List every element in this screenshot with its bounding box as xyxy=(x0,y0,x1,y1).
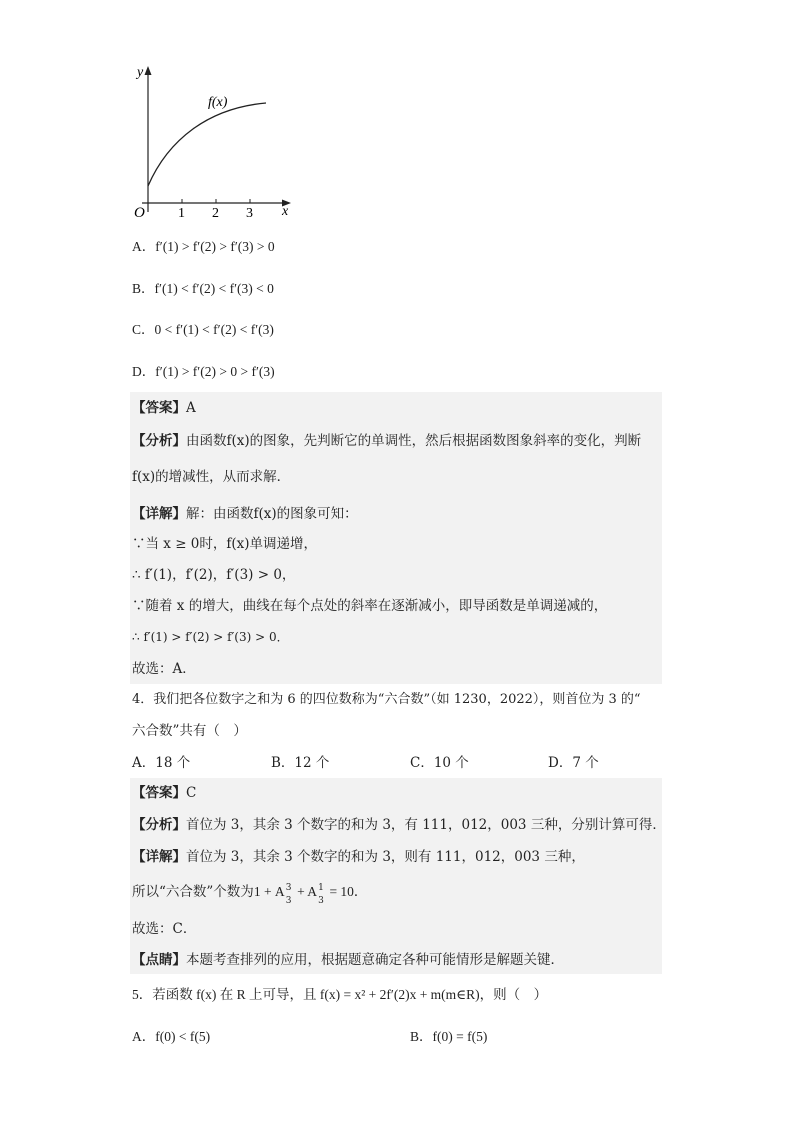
q3-detail-line: ∴ f′(1) > f′(2) > f′(3) > 0． xyxy=(132,630,289,644)
q3-analysis-line2: f(x)的增减性，从而求解． xyxy=(132,469,291,485)
q3-option-a: A．f′(1) > f′(2) > f′(3) > 0 xyxy=(132,239,275,254)
detail-intro: 解：由函数f(x)的图象可知： xyxy=(186,506,358,522)
x-tick-label: 2 xyxy=(212,206,219,221)
formula-sup: 1 xyxy=(318,883,324,893)
q5-option-b: B．f(0) = f(5) xyxy=(410,1029,488,1044)
q3-detail-line: ∴ f′(1)，f′(2)，f′(3) > 0， xyxy=(132,567,296,583)
q5-option-a: A．f(0) < f(5) xyxy=(132,1029,211,1044)
formula-sub: 3 xyxy=(318,896,324,906)
answer-tag: 【答案】 xyxy=(132,785,186,801)
q4-choice: 故选：C． xyxy=(132,921,197,937)
detail-line2-prefix: 所以“六合数”个数为 xyxy=(132,884,254,900)
answer-value: A xyxy=(186,400,196,416)
formula-sup: 3 xyxy=(285,883,292,893)
analysis-tag: 【分析】 xyxy=(132,817,186,833)
y-axis-arrow xyxy=(145,66,152,75)
q3-option-c: C．0 < f′(1) < f′(2) < f′(3) xyxy=(132,322,274,337)
q4-option-a: A．18 个 xyxy=(132,755,191,771)
q4-remark xyxy=(132,950,564,970)
analysis-text: 由函数f(x)的图象，先判断它的单调性，然后根据函数图象斜率的变化，判断 xyxy=(186,433,642,449)
q4-detail xyxy=(132,847,585,867)
q3-analysis xyxy=(132,431,641,451)
x-tick-label: 3 xyxy=(246,206,253,221)
q4-solution-block xyxy=(130,778,662,974)
remark-tag: 【点睛】 xyxy=(132,952,186,968)
q3-detail-line: ∵随着 x 的增大，曲线在每个点处的斜率在逐渐减小，即导函数是单调递减的， xyxy=(132,598,608,614)
formula-part: + A xyxy=(293,884,318,899)
formula-sub: 3 xyxy=(285,896,292,906)
detail-tag: 【详解】 xyxy=(132,849,186,865)
q3-option-d: D．f′(1) > f′(2) > 0 > f′(3) xyxy=(132,364,275,379)
q4-detail-line2 xyxy=(132,882,368,906)
q3-option-b: B．f′(1) < f′(2) < f′(3) < 0 xyxy=(132,281,274,296)
detail-text: 首位为 3，其余 3 个数字的和为 3，则有 111，012，003 三种， xyxy=(186,849,585,865)
y-axis-label: y xyxy=(137,65,144,80)
answer-tag: 【答案】 xyxy=(132,400,186,416)
q4-option-b: B．12 个 xyxy=(271,755,330,771)
x-tick-label: 1 xyxy=(178,206,185,221)
analysis-tag: 【分析】 xyxy=(132,433,186,449)
origin-label: O xyxy=(134,205,145,221)
detail-tag: 【详解】 xyxy=(132,506,186,522)
q4-stem-line2: 六合数”共有（ ） xyxy=(132,723,247,739)
formula-result: = 10． xyxy=(326,884,368,899)
q4-stem-line1: 4．我们把各位数字之和为 6 的四位数称为“六合数”（如 1230，2022），则首位为 3 的“ xyxy=(132,692,641,707)
curve-f xyxy=(148,103,266,186)
q4-option-c: C．10 个 xyxy=(410,755,469,771)
q4-answer xyxy=(132,783,196,803)
answer-value: C xyxy=(186,785,197,801)
analysis-text: 首位为 3，其余 3 个数字的和为 3，有 111，012，003 三种，分别计算可得． xyxy=(186,817,666,833)
x-axis-label: x xyxy=(282,204,289,219)
remark-text: 本题考查排列的应用，根据题意确定各种可能情形是解题关键． xyxy=(186,952,564,968)
q5-stem: 5．若函数 f(x) 在 R 上可导，且 f(x) = x² + 2f′(2)x + m(m∈R)，则（ ） xyxy=(132,987,548,1002)
q3-detail xyxy=(132,504,358,524)
q4-analysis xyxy=(132,815,666,835)
function-graph xyxy=(128,60,298,225)
formula-part: 1 + A xyxy=(253,884,285,899)
q3-choice: 故选：A． xyxy=(132,661,196,677)
curve-label: f(x) xyxy=(208,95,228,110)
q3-answer xyxy=(132,398,196,418)
q4-option-d: D．7 个 xyxy=(548,755,599,771)
q3-detail-line: ∵当 x ≥ 0时，f(x)单调递增， xyxy=(132,536,318,552)
